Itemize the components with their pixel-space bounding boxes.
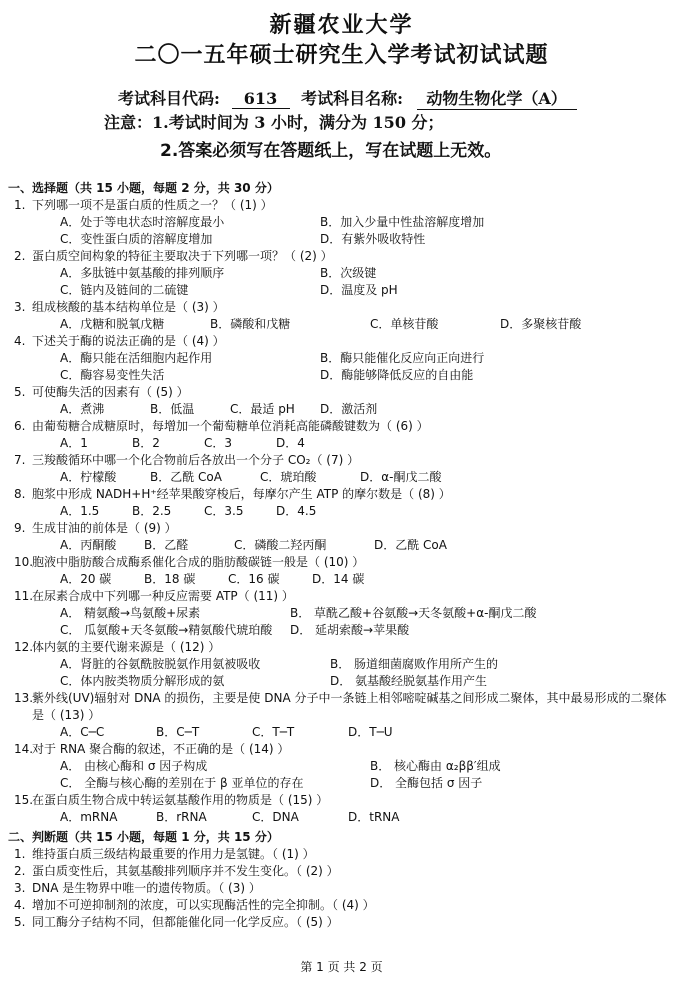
option-b: B． 核心酶由 α₂ββ′组成 (370, 759, 501, 773)
exam-title: 二〇一五年硕士研究生入学考试初试试题 (134, 42, 549, 68)
judgement-number: 1. (14, 847, 26, 861)
option-row (8, 537, 676, 554)
question-text: 组成核酸的基本结构单位是（ (3) ） (32, 300, 225, 314)
option-a: A．煮沸 (60, 402, 105, 416)
option-a: A．20 碳 (60, 572, 112, 586)
name-value: 动物生物化学（A） (417, 86, 577, 110)
subject-meta (118, 86, 577, 110)
option-c: C．3.5 (204, 504, 244, 518)
option-row (8, 435, 676, 452)
option-a: A．mRNA (60, 810, 118, 824)
option-b: B． 草酰乙酸+谷氨酸→天冬氨酸+α-酮戊二酸 (290, 606, 537, 620)
option-b: B．C─T (156, 725, 200, 739)
question-item (8, 554, 676, 588)
option-c: C．体内胺类物质分解形成的氨 (60, 674, 225, 688)
option-c: C．3 (204, 436, 233, 450)
question-item (8, 520, 676, 554)
option-row (8, 401, 676, 418)
option-b: B．次级键 (320, 266, 377, 280)
question-number: 5. (14, 385, 26, 399)
question-number: 7. (14, 453, 26, 467)
judgement-item (8, 863, 676, 880)
option-b: B．18 碳 (144, 572, 196, 586)
judgement-text: 增加不可逆抑制剂的浓度，可以实现酶活性的完全抑制。（ (4) ） (32, 898, 375, 912)
judgement-text: DNA 是生物界中唯一的遗传物质。（ (3) ） (32, 881, 261, 895)
option-d: D．多聚核苷酸 (500, 317, 582, 331)
option-b: B． 肠道细菌腐败作用所产生的 (330, 657, 499, 671)
option-c: C．16 碳 (228, 572, 280, 586)
option-row (8, 214, 676, 231)
true-false-list (8, 846, 676, 931)
question-number: 3. (14, 300, 26, 314)
option-row (8, 265, 676, 282)
notice-line-2: 2.答案必须写在答题纸上，写在试题上无效。 (160, 141, 502, 161)
judgement-number: 3. (14, 881, 26, 895)
option-c: C．最适 pH (230, 402, 295, 416)
question-text: 在尿素合成中下列哪一种反应需要 ATP（ (11) ） (32, 589, 294, 603)
question-text: 可使酶失活的因素有（ (5) ） (32, 385, 189, 399)
option-c: C．磷酸二羟丙酮 (234, 538, 327, 552)
question-item (8, 588, 676, 639)
option-row (8, 367, 676, 384)
question-item (8, 486, 676, 520)
option-c: C． 瓜氨酸+天冬氨酸→精氨酸代琥珀酸 (60, 623, 273, 637)
option-row (8, 673, 676, 690)
code-label: 考试科目代码: (118, 89, 220, 108)
option-row (8, 316, 676, 333)
judgement-text: 同工酶分子结构不同，但都能催化同一化学反应。（ (5) ） (32, 915, 339, 929)
option-c: C．变性蛋白质的溶解度增加 (60, 232, 213, 246)
option-c: C．T─T (252, 725, 295, 739)
code-value: 613 (232, 89, 290, 109)
option-c: C．链内及链间的二硫键 (60, 283, 189, 297)
option-a: A．肾脏的谷氨酰胺脱氨作用氨被吸收 (60, 657, 261, 671)
question-text: 对于 RNA 聚合酶的叙述，不正确的是（ (14) ） (32, 742, 290, 756)
option-row (8, 350, 676, 367)
option-row (8, 469, 676, 486)
option-row (8, 758, 676, 775)
option-a: A．戊糖和脱氧戊糖 (60, 317, 165, 331)
option-row (8, 605, 676, 622)
option-d: D．4 (276, 436, 305, 450)
question-item (8, 452, 676, 486)
option-b: B．乙醛 (144, 538, 189, 552)
judgement-text: 蛋白质变性后，其氨基酸排列顺序并不发生变化。（ (2) ） (32, 864, 339, 878)
option-a: A．丙酮酸 (60, 538, 117, 552)
option-c: C．酶容易变性失活 (60, 368, 165, 382)
question-text: 生成甘油的前体是（ (9) ） (32, 521, 177, 535)
question-text: 在蛋白质生物合成中转运氨基酸作用的物质是（ (15) ） (32, 793, 329, 807)
option-a: A．酶只能在活细胞内起作用 (60, 351, 213, 365)
judgement-item (8, 914, 676, 931)
question-item (8, 333, 676, 384)
question-text: 下列哪一项不是蛋白质的性质之一？（ (1) ） (32, 198, 273, 212)
option-row (8, 724, 676, 741)
question-text: 蛋白质空间构象的特征主要取决于下列哪一项？（ (2) ） (32, 249, 333, 263)
option-row (8, 622, 676, 639)
judgement-number: 2. (14, 864, 26, 878)
question-number: 10. (14, 555, 34, 569)
question-number: 4. (14, 334, 26, 348)
question-number: 12. (14, 640, 34, 654)
option-b: B．2 (132, 436, 160, 450)
option-a: A．1.5 (60, 504, 100, 518)
option-a: A．柠檬酸 (60, 470, 117, 484)
multiple-choice-list (8, 197, 676, 826)
notice-line-1: 注意：1.考试时间为 3 小时，满分为 150 分； (104, 113, 444, 132)
question-item (8, 690, 676, 741)
option-d: D．4.5 (276, 504, 317, 518)
option-a: A． 由核心酶和 σ 因子构成 (60, 759, 208, 773)
question-text: 紫外线(UV)辐射对 DNA 的损伤，主要是使 DNA 分子中一条链上相邻嘧啶碱基之间形成二聚体，其中最易形成的二聚体是（ (13) ） (32, 691, 667, 722)
question-number: 15. (14, 793, 34, 807)
option-d: D． 延胡索酸→苹果酸 (290, 623, 410, 637)
option-b: B．磷酸和戊糖 (210, 317, 291, 331)
option-d: D．T─U (348, 725, 393, 739)
question-item (8, 639, 676, 690)
option-d: D．tRNA (348, 810, 400, 824)
option-b: B．2.5 (132, 504, 172, 518)
option-b: B．加入少量中性盐溶解度增加 (320, 215, 485, 229)
option-d: D．乙酰 CoA (374, 538, 447, 552)
question-item (8, 792, 676, 826)
question-number: 11. (14, 589, 34, 603)
judgement-item (8, 897, 676, 914)
option-d: D．14 碳 (312, 572, 365, 586)
judgement-item (8, 846, 676, 863)
page-footer: 第 1 页 共 2 页 (300, 960, 383, 974)
option-c: C．琥珀酸 (260, 470, 317, 484)
option-row (8, 656, 676, 673)
option-row (8, 503, 676, 520)
judgement-text: 维持蛋白质三级结构最重要的作用力是氢键。（ (1) ） (32, 847, 315, 861)
option-b: B．rRNA (156, 810, 207, 824)
option-a: A．多肽链中氨基酸的排列顺序 (60, 266, 225, 280)
question-number: 2. (14, 249, 26, 263)
question-number: 14. (14, 742, 34, 756)
option-d: D． 全酶包括 σ 因子 (370, 776, 483, 790)
question-number: 6. (14, 419, 26, 433)
question-number: 13. (14, 691, 34, 705)
option-a: A．1 (60, 436, 88, 450)
option-d: D．α-酮戊二酸 (360, 470, 442, 484)
question-text: 体内氨的主要代谢来源是（ (12) ） (32, 640, 221, 654)
option-a: A．处于等电状态时溶解度最小 (60, 215, 225, 229)
question-text: 三羧酸循环中哪一个化合物前后各放出一个分子 CO₂（ (7) ） (32, 453, 360, 467)
option-b: B．酶只能催化反应向正向进行 (320, 351, 485, 365)
question-item (8, 418, 676, 452)
question-number: 8. (14, 487, 26, 501)
name-label: 考试科目名称: (301, 89, 403, 108)
question-item (8, 384, 676, 418)
question-text: 胞液中脂肪酸合成酶系催化合成的脂肪酸碳链一般是（ (10) ） (32, 555, 365, 569)
question-item (8, 248, 676, 299)
question-item (8, 197, 676, 248)
option-d: D．酶能够降低反应的自由能 (320, 368, 474, 382)
question-number: 9. (14, 521, 26, 535)
option-d: D．有紫外吸收特性 (320, 232, 426, 246)
question-text: 胞浆中形成 NADH+H⁺经苹果酸穿梭后，每摩尔产生 ATP 的摩尔数是（ (8) ） (32, 487, 451, 501)
option-d: D．激活剂 (320, 402, 378, 416)
question-text: 下述关于酶的说法正确的是（ (4) ） (32, 334, 225, 348)
question-item (8, 299, 676, 333)
option-c: C．DNA (252, 810, 299, 824)
option-row (8, 231, 676, 248)
section-2-title: 二、判断题（共 15 小题，每题 1 分，共 15 分） (8, 830, 279, 844)
option-c: C．单核苷酸 (370, 317, 439, 331)
option-row (8, 571, 676, 588)
option-d: D．温度及 pH (320, 283, 398, 297)
option-row (8, 775, 676, 792)
judgement-number: 5. (14, 915, 26, 929)
option-row (8, 282, 676, 299)
option-b: B．低温 (150, 402, 195, 416)
judgement-item (8, 880, 676, 897)
option-c: C． 全酶与核心酶的差别在于 β 亚单位的存在 (60, 776, 304, 790)
option-a: A．C─C (60, 725, 105, 739)
option-row (8, 809, 676, 826)
option-a: A． 精氨酸→鸟氨酸+尿素 (60, 606, 201, 620)
question-item (8, 741, 676, 792)
question-text: 由葡萄糖合成糖原时，每增加一个葡萄糖单位消耗高能磷酸键数为（ (6) ） (32, 419, 429, 433)
section-1-title: 一、选择题（共 15 小题，每题 2 分，共 30 分） (8, 181, 279, 195)
question-number: 1. (14, 198, 26, 212)
university-title: 新疆农业大学 (269, 12, 414, 38)
option-b: B．乙酰 CoA (150, 470, 222, 484)
option-d: D． 氨基酸经脱氨基作用产生 (330, 674, 488, 688)
judgement-number: 4. (14, 898, 26, 912)
question-content (8, 179, 676, 931)
